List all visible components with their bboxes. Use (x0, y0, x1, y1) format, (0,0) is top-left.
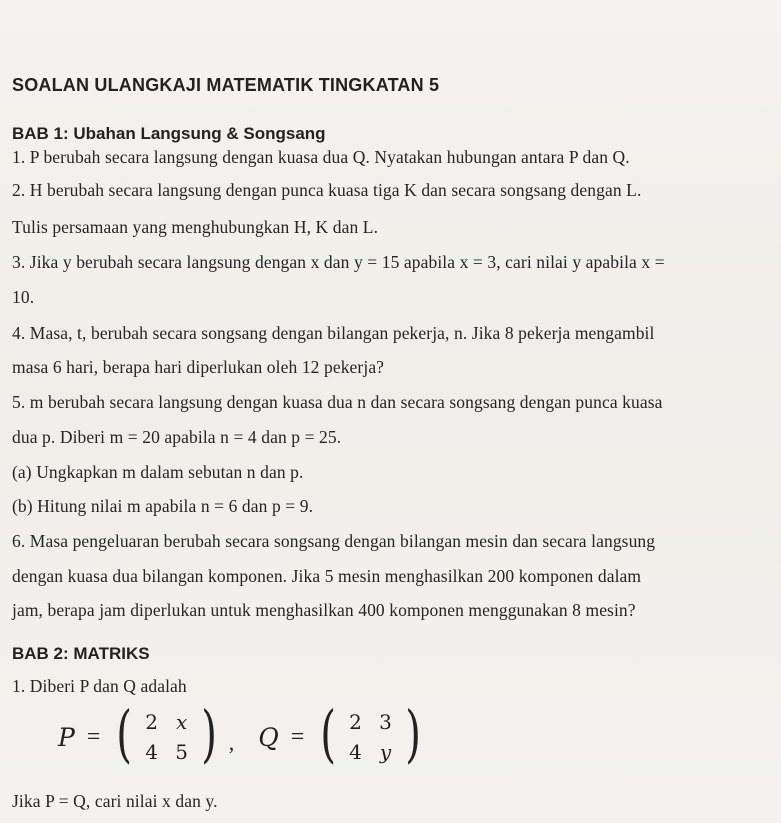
section-heading-bab-1: BAB 1: Ubahan Langsung & Songsang (12, 124, 326, 143)
left-paren-icon: ( (116, 697, 133, 770)
matrix-separator: , (228, 730, 235, 755)
question-5-line-2: dua p. Diberi m = 20 apabila n = 4 dan p = 25. (12, 427, 342, 447)
left-paren-icon: ( (320, 697, 337, 770)
question-4-line-1: 4. Masa, t, berubah secara songsang dengan bilangan pekerja, n. Jika 8 pekerja mengambil (12, 323, 655, 343)
question-3-line-1: 3. Jika y berubah secara langsung dengan x dan y = 15 apabila x = 3, cari nilai y apabila x = (12, 252, 665, 272)
right-paren-icon: ) (404, 697, 421, 770)
matrix-q-grid (341, 707, 401, 767)
matrix-p-grid (137, 707, 197, 767)
matrix-q-equals: = (290, 724, 305, 750)
matrix-q-cell-1-1: 2 (349, 710, 362, 734)
question-4-line-2: masa 6 hari, berapa hari diperlukan oleh 12 pekerja? (12, 357, 385, 377)
page-title: SOALAN ULANGKAJI MATEMATIK TINGKATAN 5 (12, 75, 440, 95)
question-3-line-2: 10. (12, 287, 35, 307)
section-heading-bab-2: BAB 2: MATRIKS (12, 644, 150, 663)
matrix-p (112, 697, 220, 770)
matrix-equation (58, 692, 425, 782)
question-6-line-2: dengan kuasa dua bilangan komponen. Jika 5 mesin menghasilkan 200 komponen dalam (12, 566, 642, 586)
question-5-line-1: 5. m berubah secara langsung dengan kuasa dua n dan secara songsang dengan punca kuasa (12, 392, 663, 412)
matrix-q (316, 697, 424, 770)
question-2-line-2: Tulis persamaan yang menghubungkan H, K dan L. (12, 217, 379, 237)
matrix-q-label: Q (258, 722, 279, 752)
matrix-p-cell-1-2: x (175, 710, 188, 734)
question-2-line-1: 2. H berubah secara langsung dengan punca kuasa tiga K dan secara songsang dengan L. (12, 180, 642, 200)
matrix-q-cell-2-1: 4 (349, 740, 362, 764)
matrix-question-1: 1. Diberi P dan Q adalah (12, 676, 187, 696)
question-6-line-3: jam, berapa jam diperlukan untuk menghasilkan 400 komponen menggunakan 8 mesin? (12, 600, 636, 620)
matrix-p-cell-2-1: 4 (145, 740, 158, 764)
question-6-line-1: 6. Masa pengeluaran berubah secara songsang dengan bilangan mesin dan secara langsung (12, 531, 656, 551)
question-5b: (b) Hitung nilai m apabila n = 6 dan p = 9. (12, 496, 314, 516)
matrix-q-cell-1-2: 3 (379, 710, 392, 734)
matrix-q-cell-2-2: y (379, 740, 392, 764)
question-5a: (a) Ungkapkan m dalam sebutan n dan p. (12, 462, 304, 482)
matrix-p-cell-1-1: 2 (145, 710, 158, 734)
matrix-p-cell-2-2: 5 (175, 740, 188, 764)
matrix-question-final-line: Jika P = Q, cari nilai x dan y. (12, 791, 218, 811)
question-1: 1. P berubah secara langsung dengan kuasa dua Q. Nyatakan hubungan antara P dan Q. (12, 147, 630, 167)
matrix-p-label: P (58, 722, 75, 752)
right-paren-icon: ) (200, 697, 217, 770)
matrix-p-equals: = (86, 724, 101, 750)
